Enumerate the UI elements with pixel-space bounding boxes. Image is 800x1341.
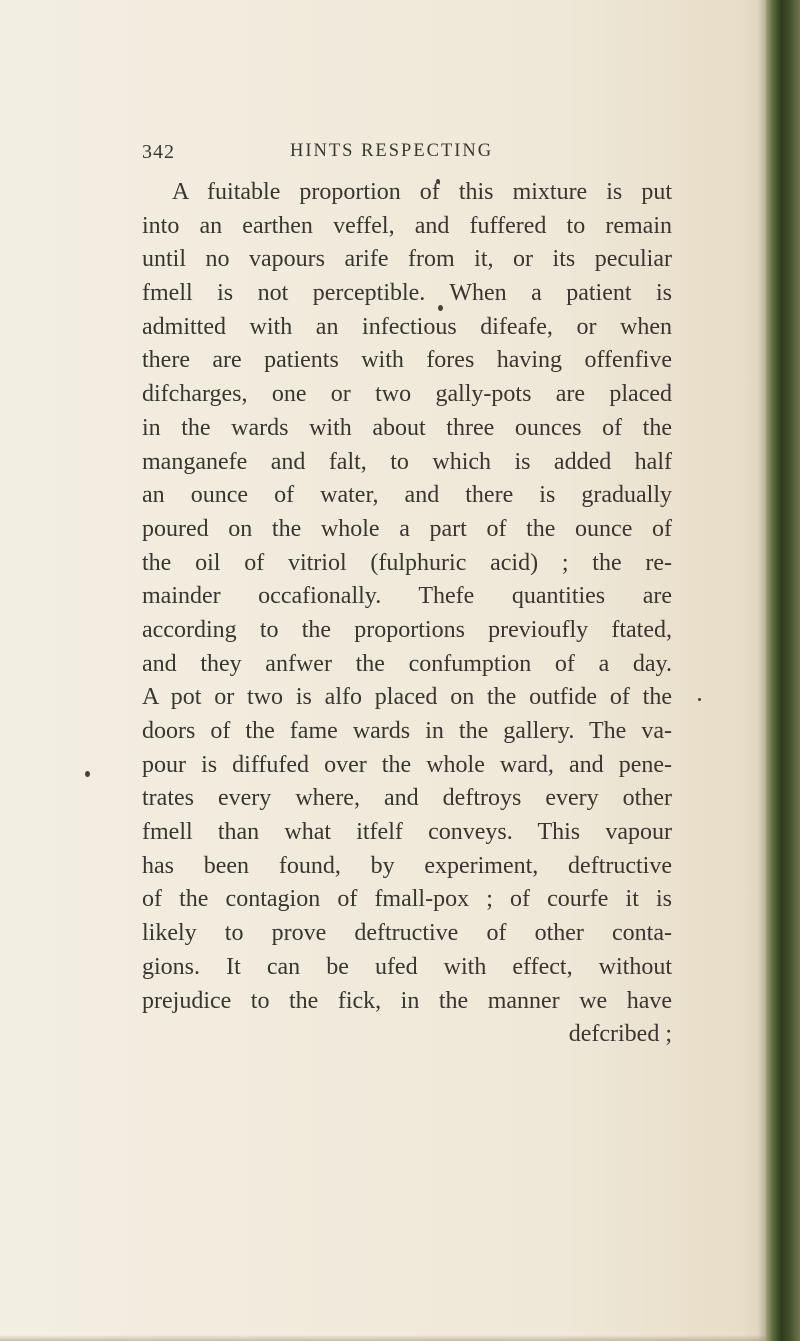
text-line: of the contagion of fmall-pox ; of courfe it is xyxy=(142,886,672,913)
text-line: in the wards with about three ounces of the xyxy=(142,414,672,441)
text-line: the oil of vitriol (fulphuric acid) ; the re- xyxy=(142,549,672,576)
text-line: fmell than what itfelf conveys. This vapour xyxy=(142,819,672,846)
text-line: into an earthen veffel, and fuffered to remain xyxy=(142,212,672,239)
body-text xyxy=(142,176,672,1052)
text-line: difcharges, one or two gally-pots are placed xyxy=(142,381,672,408)
text-line-catchword: defcribed ; xyxy=(568,1021,672,1048)
page-bottom-edge xyxy=(0,1335,766,1341)
text-line: has been found, by experiment, deftructive xyxy=(142,852,672,879)
text-line: pour is diffufed over the whole ward, and pene- xyxy=(142,751,672,778)
text-line: there are patients with fores having offenfive xyxy=(142,347,672,374)
text-line: doors of the fame wards in the gallery. The va- xyxy=(142,718,672,744)
text-line: trates every where, and deftroys every other xyxy=(142,785,672,812)
text-line: fmell is not perceptible. When a patient is xyxy=(142,280,672,307)
text-line: likely to prove deftructive of other conta- xyxy=(142,920,672,947)
text-line: mainder occafionally. Thefe quantities are xyxy=(142,583,672,610)
running-title: HINTS RESPECTING xyxy=(290,141,494,161)
text-line: A fuitable proportion of this mixture is put xyxy=(172,179,672,205)
book-binding-edge xyxy=(766,0,800,1341)
text-line: manganefe and falt, to which is added half xyxy=(142,448,672,475)
text-line: according to the proportions previoufly ftated, xyxy=(142,616,672,643)
text-line: an ounce of water, and there is gradually xyxy=(142,482,672,509)
ink-speck xyxy=(85,771,90,777)
text-line: until no vapours arife from it, or its peculiar xyxy=(142,246,672,273)
text-line: A pot or two is alfo placed on the outfide of the xyxy=(142,684,672,711)
page-gutter-shadow xyxy=(758,0,766,1341)
text-line: prejudice to the fick, in the manner we have xyxy=(142,987,672,1014)
ink-speck xyxy=(698,698,701,701)
page-number: 342 xyxy=(142,141,175,163)
text-line: poured on the whole a part of the ounce of xyxy=(142,515,672,542)
text-line: and they anfwer the confumption of a day. xyxy=(142,650,672,677)
text-line: gions. It can be ufed with effect, without xyxy=(142,953,672,980)
page-header xyxy=(142,141,662,173)
text-line: admitted with an infectious difeafe, or when xyxy=(142,313,672,340)
